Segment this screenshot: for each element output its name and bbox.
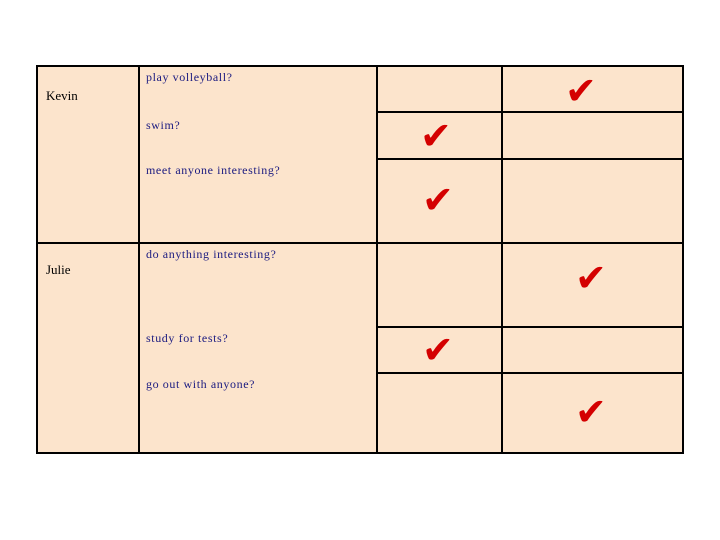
question-text: go out with anyone? [146, 377, 256, 391]
column-divider [138, 67, 140, 452]
question-text: swim? [146, 118, 181, 132]
question-text: meet anyone interesting? [146, 163, 281, 177]
column-divider [501, 67, 503, 452]
question-text: study for tests? [146, 331, 229, 345]
person-divider [38, 242, 682, 244]
checkmark-icon: ✔ [575, 256, 607, 300]
checkmark-icon: ✔ [420, 114, 452, 158]
column-divider [376, 67, 378, 452]
row-divider [376, 372, 682, 374]
checkmark-icon: ✔ [565, 69, 597, 113]
survey-table [36, 65, 684, 454]
person-name-julie: Julie [46, 262, 71, 277]
row-divider [376, 158, 682, 160]
person-name-kevin: Kevin [46, 88, 78, 103]
question-text: play volleyball? [146, 70, 233, 84]
question-text: do anything interesting? [146, 247, 277, 261]
checkmark-icon: ✔ [422, 178, 454, 222]
checkmark-icon: ✔ [422, 328, 454, 372]
checkmark-icon: ✔ [575, 390, 607, 434]
row-divider [376, 111, 682, 113]
